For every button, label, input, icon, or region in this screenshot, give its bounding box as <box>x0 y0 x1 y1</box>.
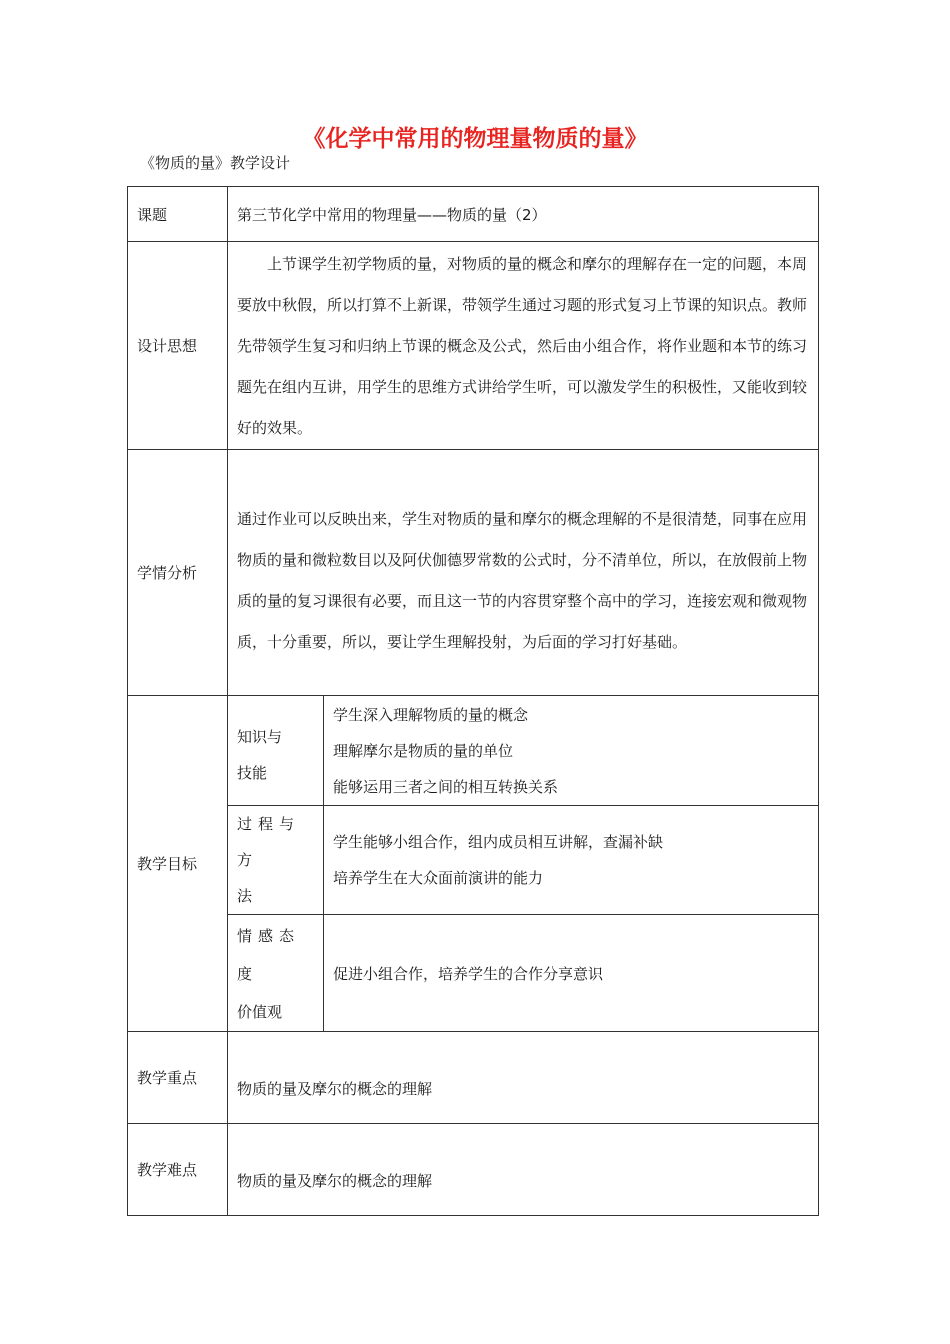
analysis-label: 学情分析 <box>128 450 228 696</box>
document-title: 《化学中常用的物理量物质的量》 <box>302 126 648 152</box>
design-text: 上节课学生初学物质的量，对物质的量的概念和摩尔的理解存在一定的问题，本周要放中秋假，所以打算不上新课，带领学生通过习题的形式复习上节课的知识点。教师先带领学生复习和归纳上节课的概念及公式，然后由小组合作，将作业题和本节的练习题先在组内互讲，用学生的思维方式讲给学生听，可以激发学生的积极性，又能收到较好的效果。 <box>237 255 808 437</box>
knowledge-item: 理解摩尔是物质的量的单位 <box>333 741 514 760</box>
analysis-text: 通过作业可以反映出来，学生对物质的量和摩尔的概念理解的不是很清楚，同事在应用物质的量和微粒数目以及阿伏伽德罗常数的公式时，分不清单位，所以，在放假前上物质的量的复习课很有必要，而且这一节的内容贯穿整个高中的学习，连接宏观和微观物质，十分重要，所以，要让学生理解投射，为后面的学习打好基础。 <box>237 509 808 651</box>
knowledge-item: 学生深入理解物质的量的概念 <box>333 705 529 724</box>
emotion-label-1: 情感态度 <box>237 927 301 983</box>
key-point-label: 教学重点 <box>128 1032 228 1124</box>
row-objective-process <box>128 806 819 915</box>
row-design <box>128 242 819 450</box>
process-label-1: 过程与方 <box>237 815 301 869</box>
process-item: 学生能够小组合作，组内成员相互讲解，查漏补缺 <box>333 833 664 851</box>
knowledge-item: 能够运用三者之间的相互转换关系 <box>333 777 559 796</box>
knowledge-label-2: 技能 <box>237 763 268 782</box>
knowledge-label-1: 知识与 <box>237 727 283 746</box>
row-objective-emotion <box>128 915 819 1032</box>
row-topic <box>128 187 819 242</box>
row-analysis <box>128 450 819 696</box>
row-difficulty <box>128 1124 819 1216</box>
lesson-plan-table <box>127 186 819 1216</box>
topic-value: 第三节化学中常用的物理量——物质的量（2） <box>228 187 819 242</box>
row-key-point <box>128 1032 819 1124</box>
topic-label: 课题 <box>128 187 228 242</box>
row-objective-knowledge <box>128 696 819 806</box>
process-item: 培养学生在大众面前演讲的能力 <box>333 869 544 887</box>
objectives-label: 教学目标 <box>128 696 228 1032</box>
emotion-item: 促进小组合作，培养学生的合作分享意识 <box>333 965 604 983</box>
difficulty-label: 教学难点 <box>128 1124 228 1216</box>
design-label: 设计思想 <box>128 242 228 450</box>
document-subtitle: 《物质的量》教学设计 <box>140 154 291 172</box>
emotion-label-2: 价值观 <box>237 1003 283 1021</box>
difficulty-value: 物质的量及摩尔的概念的理解 <box>237 1172 433 1190</box>
process-label-2: 法 <box>237 887 253 905</box>
key-point-value: 物质的量及摩尔的概念的理解 <box>237 1080 433 1098</box>
